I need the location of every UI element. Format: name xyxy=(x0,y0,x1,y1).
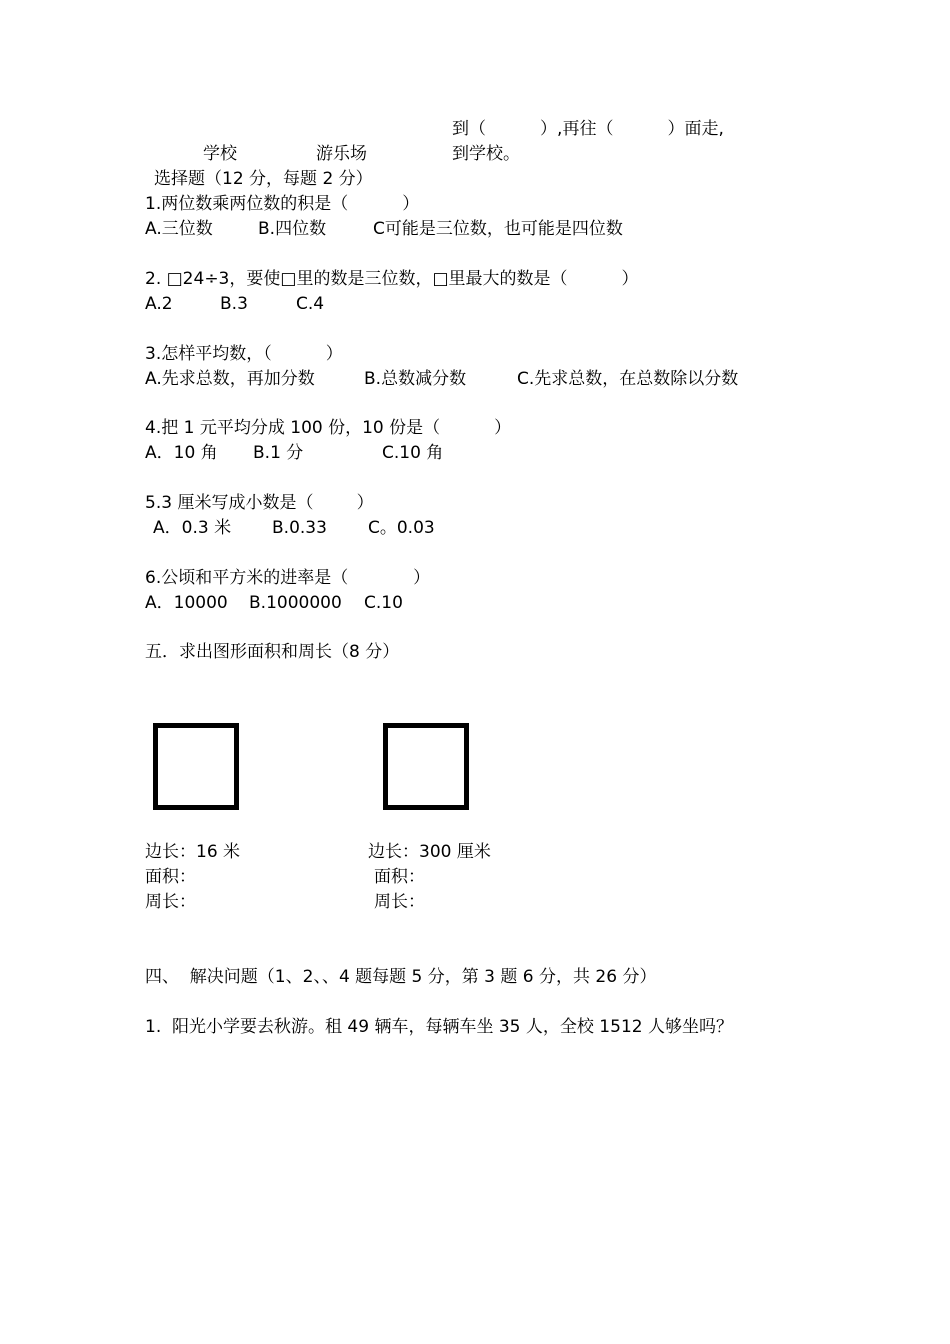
option-a: A.三位数 xyxy=(145,219,213,239)
place-school-label: 学校 xyxy=(203,144,237,164)
side-length-label: 边长：16 米 xyxy=(145,842,241,862)
square-shape xyxy=(153,723,239,810)
option-a: A．10 角 xyxy=(145,443,218,463)
option-b: B.总数减分数 xyxy=(364,369,467,389)
problem-1: 1. 阳光小学要去秋游。租 49 辆车，每辆车坐 35 人，全校 1512 人够坐吗？ xyxy=(145,1017,733,1037)
area-label: 面积： xyxy=(145,867,196,887)
route-line: 到（ ）,再往（ ）面走, xyxy=(452,119,724,139)
option-c: C可能是三位数，也可能是四位数 xyxy=(373,219,623,239)
perimeter-label: 周长： xyxy=(374,892,425,912)
square-shape xyxy=(383,723,469,810)
question-stem: 3.怎样平均数，（ ） xyxy=(145,344,343,364)
question-stem: 5.3 厘米写成小数是（ ） xyxy=(145,493,374,513)
option-b: B.四位数 xyxy=(258,219,327,239)
option-b: B.0.33 xyxy=(272,518,327,538)
route-line-end: 到学校。 xyxy=(452,144,520,164)
option-c: C.10 角 xyxy=(382,443,444,463)
option-c: C.4 xyxy=(296,294,325,314)
option-a: A．10000 xyxy=(145,593,228,613)
area-label: 面积： xyxy=(374,867,425,887)
question-stem: 6.公顷和平方米的进率是（ ） xyxy=(145,568,431,588)
option-a: A．0.3 米 xyxy=(153,518,232,538)
option-b: B.1000000 xyxy=(249,593,342,613)
section-title-problems: 四、 解决问题（1、2、、4 题每题 5 分，第 3 题 6 分，共 26 分） xyxy=(145,967,657,987)
option-c: C.10 xyxy=(364,593,403,613)
option-a: A.先求总数，再加分数 xyxy=(145,369,315,389)
section-title-shapes: 五．求出图形面积和周长（8 分） xyxy=(145,642,400,662)
option-b: B.3 xyxy=(220,294,248,314)
option-c: C。0.03 xyxy=(368,518,435,538)
option-b: B.1 分 xyxy=(253,443,304,463)
section-title-choice: 选择题（12 分，每题 2 分） xyxy=(154,169,373,189)
question-stem: 2. □24÷3，要使□里的数是三位数，□里最大的数是（ ） xyxy=(145,269,639,289)
side-length-label: 边长：300 厘米 xyxy=(368,842,491,862)
question-stem: 1.两位数乘两位数的积是（ ） xyxy=(145,194,420,214)
place-park-label: 游乐场 xyxy=(316,144,367,164)
option-a: A.2 xyxy=(145,294,173,314)
perimeter-label: 周长： xyxy=(145,892,196,912)
option-c: C.先求总数，在总数除以分数 xyxy=(517,369,739,389)
question-stem: 4.把 1 元平均分成 100 份，10 份是（ ） xyxy=(145,418,512,438)
